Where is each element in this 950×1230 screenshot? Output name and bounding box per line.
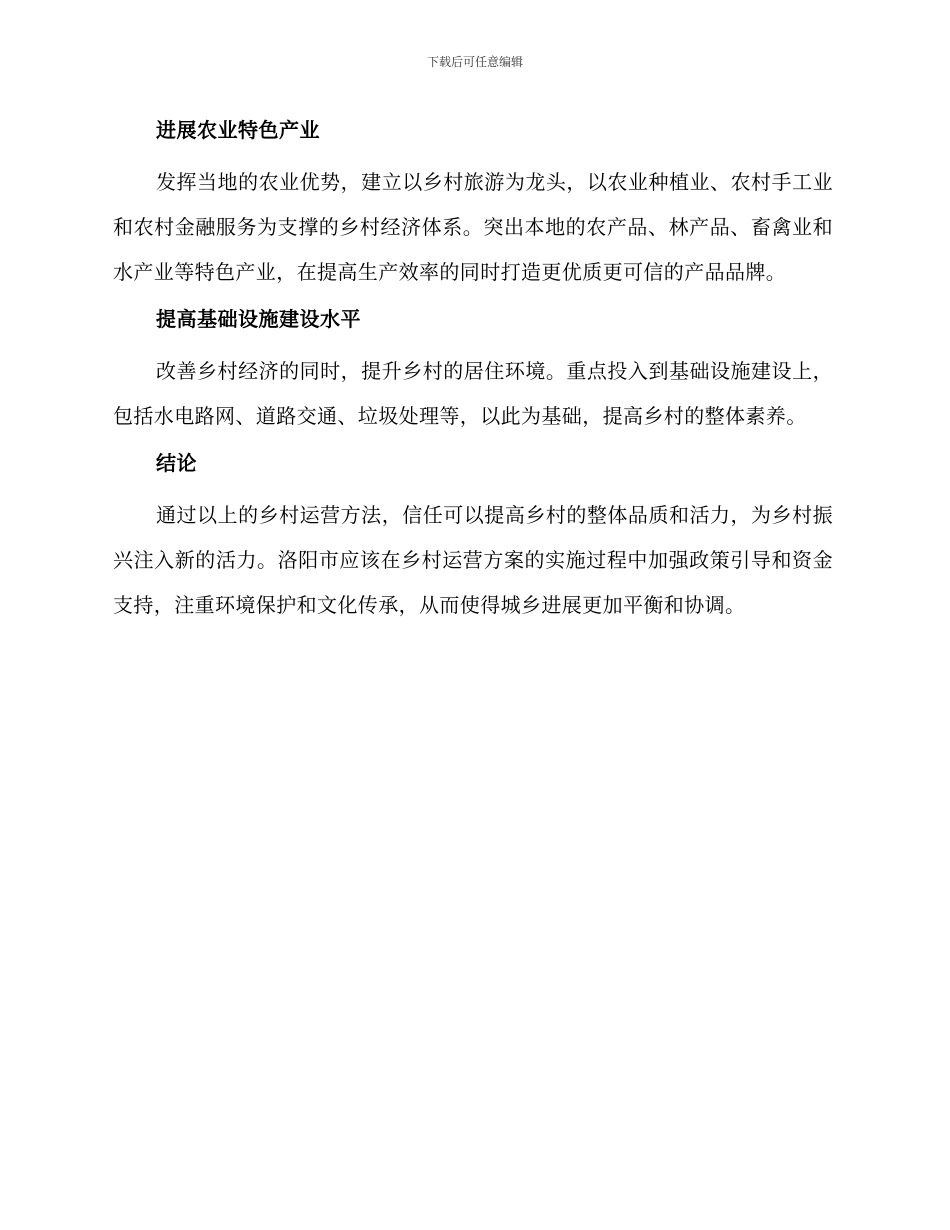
section-heading: 提高基础设施建设水平 xyxy=(156,307,361,331)
section-conclusion xyxy=(113,445,833,628)
document-body xyxy=(113,112,833,634)
page-header: 下载后可任意编辑 xyxy=(426,55,523,69)
section-agriculture xyxy=(113,112,833,295)
section-paragraph: 改善乡村经济的同时，提升乡村的居住环境。重点投入到基础设施建设上，包括水电路网、道路交通、垃圾处理等，以此为基础，提高乡村的整体素养。 xyxy=(113,359,833,428)
section-paragraph: 通过以上的乡村运营方法，信任可以提高乡村的整体品质和活力，为乡村振兴注入新的活力。洛阳市应该在乡村运营方案的实施过程中加强政策引导和资金支持，注重环境保护和文化传承，从而使得城乡进展更加平衡和协调。 xyxy=(113,503,833,617)
section-infrastructure xyxy=(113,301,833,439)
section-heading: 结论 xyxy=(156,451,197,475)
section-paragraph: 发挥当地的农业优势，建立以乡村旅游为龙头，以农业种植业、农村手工业和农村金融服务为支撑的乡村经济体系。突出本地的农产品、林产品、畜禽业和水产业等特色产业，在提高生产效率的同时打造更优质更可信的产品品牌。 xyxy=(113,170,833,284)
section-heading: 进展农业特色产业 xyxy=(156,118,320,142)
